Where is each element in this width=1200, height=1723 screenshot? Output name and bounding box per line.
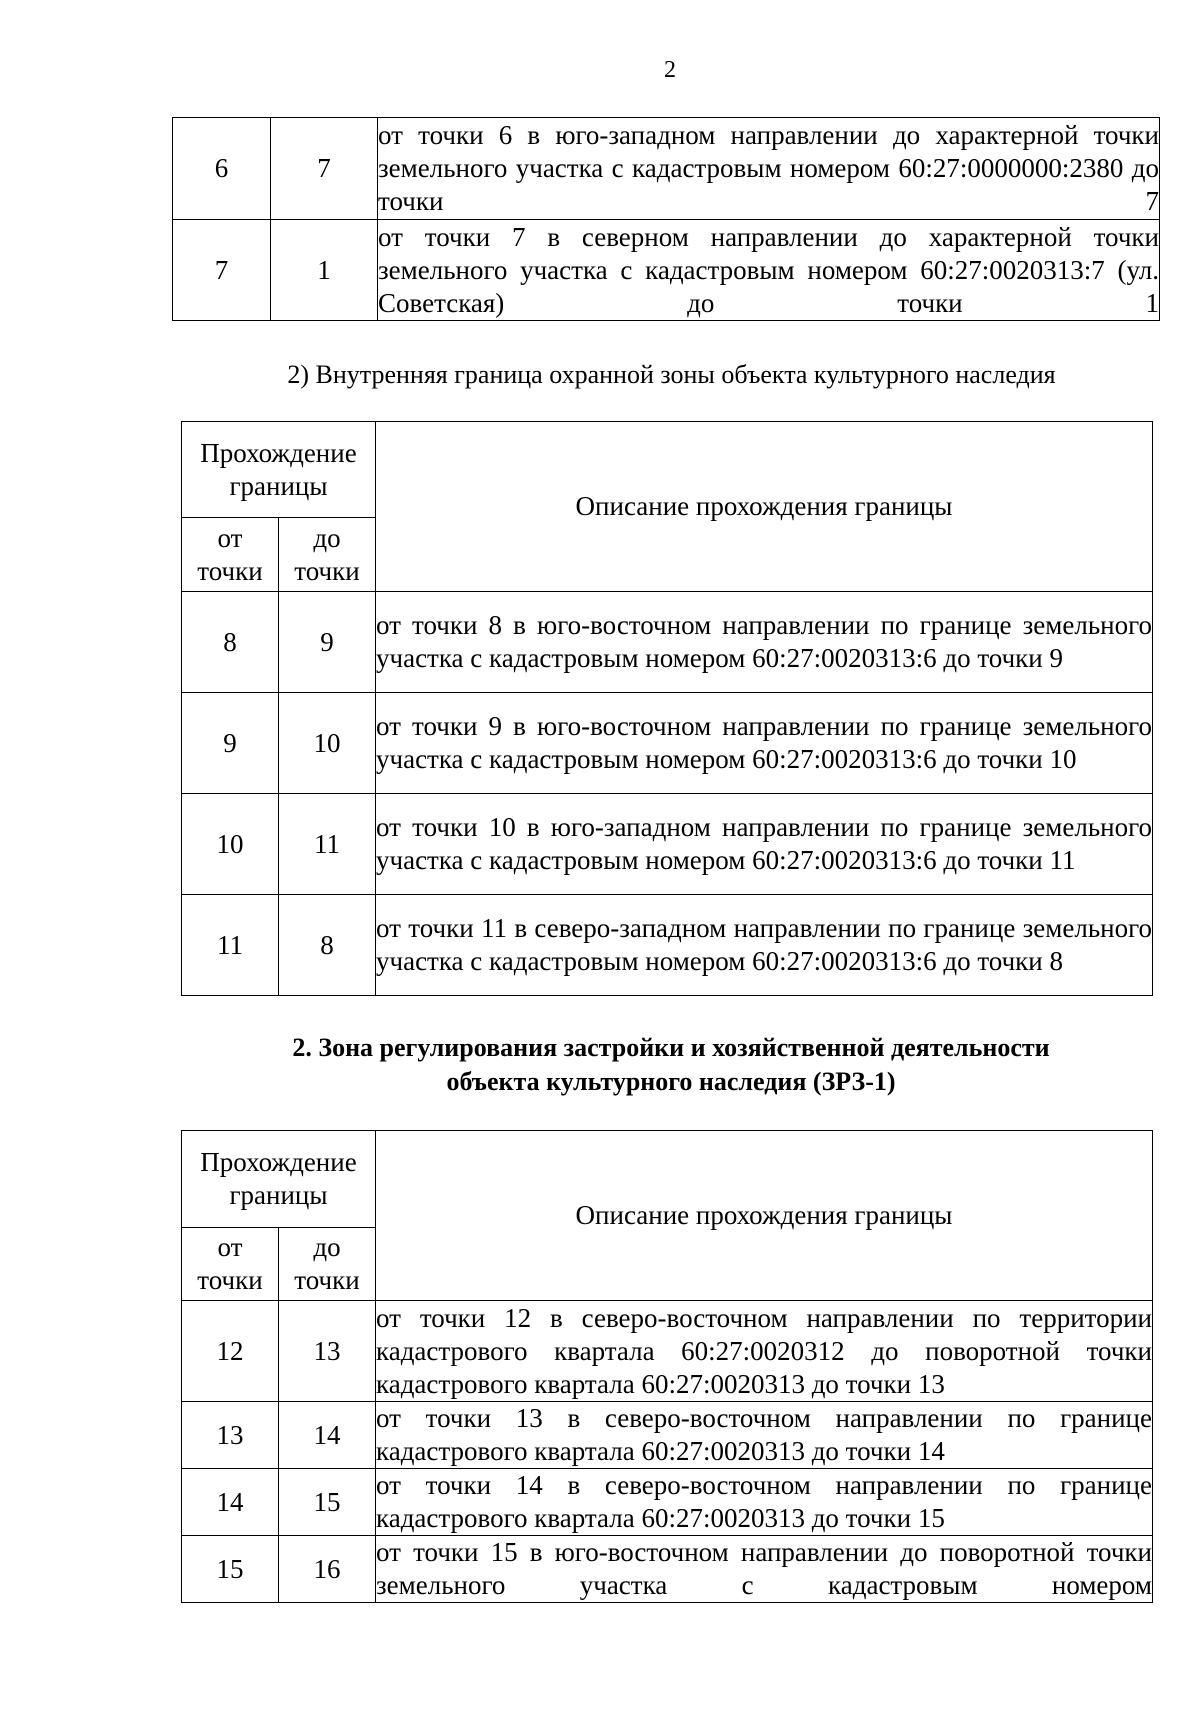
boundary-table-continued [172,117,1160,321]
boundary-description: от точки 9 в юго-восточном направлении по границе земельного участка с кадастровым номером 60:27:0020313:6 до точки 10 [376,693,1153,794]
table-row [173,220,1160,321]
section-title-zrz [0,1031,1200,1099]
from-point: 8 [182,592,279,693]
table-row [182,794,1153,895]
from-point: 6 [173,118,271,220]
from-point: 9 [182,693,279,794]
from-point: 15 [182,1536,279,1603]
inner-boundary-table [181,421,1153,996]
table-row [182,693,1153,794]
from-point: 13 [182,1402,279,1469]
header-row [182,422,1153,518]
boundary-description: от точки 12 в северо-восточном направлении по территории кадастрового квартала 60:27:0020312 до поворотной точки кадастрового квартала 60:27:0020313 до точки 13 [376,1301,1153,1402]
table-row [173,118,1160,220]
to-point-header: до точки [279,518,376,592]
to-point: 11 [279,794,376,895]
table-row [182,1469,1153,1536]
to-point: 1 [271,220,378,321]
section-title-line-2: объекта культурного наследия (ЗРЗ-1) [446,1067,896,1096]
boundary-description: от точки 7 в северном направлении до характерной точки земельного участка с кадастровым номером 60:27:0020313:7 (ул. Советская) до точки 1 [378,220,1160,321]
boundary-description: от точки 15 в юго-восточном направлении до поворотной точки земельного участка с кадастровым номером [376,1536,1153,1603]
zrz-boundary-table [181,1130,1153,1603]
table-row [182,592,1153,693]
section-title-inner-boundary: 2) Внутренняя граница охранной зоны объекта культурного наследия [287,360,1056,389]
to-point: 7 [271,118,378,220]
table-row [182,1402,1153,1469]
boundary-description: от точки 8 в юго-восточном направлении по границе земельного участка с кадастровым номером 60:27:0020313:6 до точки 9 [376,592,1153,693]
from-point: 11 [182,895,279,996]
to-point: 14 [279,1402,376,1469]
table-row [182,1301,1153,1402]
boundary-description: от точки 10 в юго-западном направлении по границе земельного участка с кадастровым номером 60:27:0020313:6 до точки 11 [376,794,1153,895]
table-row [182,895,1153,996]
boundary-description: от точки 13 в северо-восточном направлении по границе кадастрового квартала 60:27:0020313 до точки 14 [376,1402,1153,1469]
to-point: 16 [279,1536,376,1603]
from-point: 10 [182,794,279,895]
boundary-description: от точки 11 в северо-западном направлении по границе земельного участка с кадастровым номером 60:27:0020313:6 до точки 8 [376,895,1153,996]
from-point: 7 [173,220,271,321]
to-point: 9 [279,592,376,693]
from-point: 14 [182,1469,279,1536]
passage-header: Прохождение границы [182,1131,376,1228]
description-header: Описание прохождения границы [376,1131,1153,1301]
description-header: Описание прохождения границы [376,422,1153,592]
table-row [182,1536,1153,1603]
page-number: 2 [664,57,676,83]
passage-header: Прохождение границы [182,422,376,518]
section-title-line-1: 2. Зона регулирования застройки и хозяйственной деятельности [292,1033,1050,1062]
boundary-description: от точки 14 в северо-восточном направлении по границе кадастрового квартала 60:27:0020313 до точки 15 [376,1469,1153,1536]
from-point-header: от точки [182,518,279,592]
to-point: 15 [279,1469,376,1536]
to-point: 13 [279,1301,376,1402]
from-point-header: от точки [182,1228,279,1301]
to-point: 8 [279,895,376,996]
boundary-description: от точки 6 в юго-западном направлении до характерной точки земельного участка с кадастровым номером 60:27:0000000:2380 до точки 7 [378,118,1160,220]
to-point: 10 [279,693,376,794]
header-row [182,1131,1153,1228]
from-point: 12 [182,1301,279,1402]
to-point-header: до точки [279,1228,376,1301]
